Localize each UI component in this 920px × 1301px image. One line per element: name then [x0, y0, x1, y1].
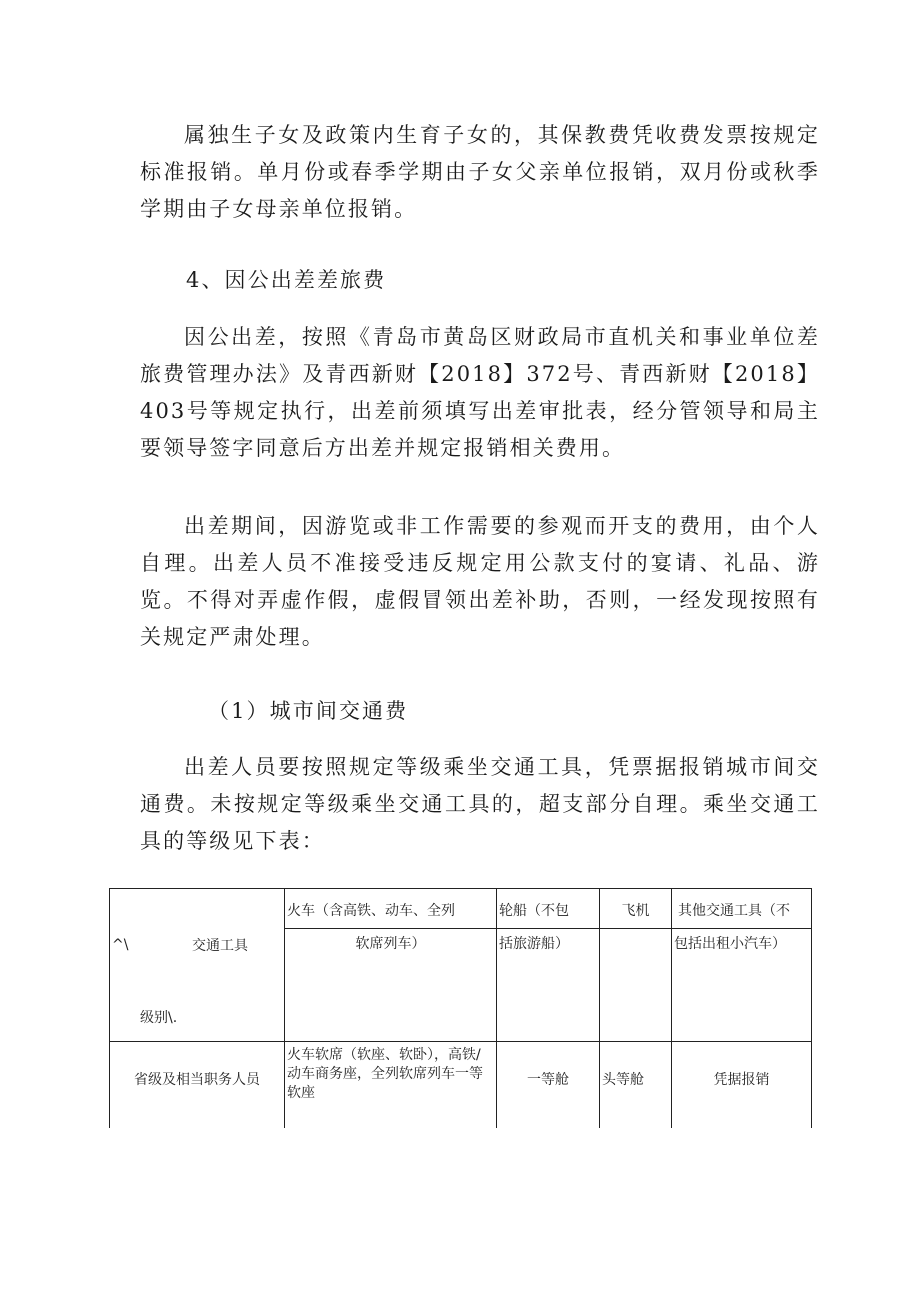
table-corner-header-level: 级别\.: [140, 1010, 178, 1026]
table-header-ship-line2: 括旅游船）: [497, 929, 600, 1042]
paragraph-travel-discipline: 出差期间，因游览或非工作需要的参观而开支的费用，由个人自理。出差人员不准接受违反规定用公款支付的宴请、礼品、游览。不得对弄虚作假，虚假冒领出差补助，否则，一经发现按照有关规定严肃处理。: [140, 514, 820, 649]
table-cell-other: 凭据报销: [672, 1042, 812, 1128]
table-header-plane: 飞机: [600, 889, 672, 929]
table-header-train-line2: 软席列车）: [285, 929, 497, 1042]
table-cell-train: 火车软席（软座、软卧），高铁/动车商务座，全列软席列车一等软座: [285, 1042, 497, 1128]
table-header-row-1: [110, 889, 812, 929]
table-header-other-line1: 其他交通工具（不: [672, 889, 812, 929]
paragraph-intercity-transport: 出差人员要按照规定等级乘坐交通工具，凭票据报销城市间交通费。未按规定等级乘坐交通工具的，超支部分自理。乘坐交通工具的等级见下表：: [140, 755, 820, 853]
table-cell-ship: 一等舱: [497, 1042, 600, 1128]
table-header-plane-blank: [600, 929, 672, 1042]
table-cell-plane: 头等舱: [600, 1042, 672, 1128]
table-corner-cell: [110, 889, 285, 1042]
table-corner-header-vehicle: 交通工具: [192, 938, 248, 954]
transport-grade-table: [109, 888, 812, 1128]
section-heading-travel-expenses: 4、因公出差差旅费: [186, 268, 387, 292]
paragraph-child-education-fee: 属独生子女及政策内生育子女的，其保教费凭收费发票按规定标准报销。单月份或春季学期由子女父亲单位报销，双月份或秋季学期由子女母亲单位报销。: [140, 123, 820, 221]
table-row: [110, 1042, 812, 1128]
paragraph-travel-policy: 因公出差，按照《青岛市黄岛区财政局市直机关和事业单位差旅费管理办法》及青西新财【2018】372号、青西新财【2018】403号等规定执行，出差前须填写出差审批表，经分管领导和局主要领导签字同意后方出差并规定报销相关费用。: [140, 325, 820, 460]
subsection-heading-intercity-transport: （1）城市间交通费: [208, 699, 409, 723]
table-corner-mark: ^\: [112, 937, 129, 953]
table-header-other-line2: 包括出租小汽车）: [672, 929, 812, 1042]
table-cell-level: 省级及相当职务人员: [110, 1042, 285, 1128]
table-header-ship-line1: 轮船（不包: [497, 889, 600, 929]
table-header-train-line1: 火车（含高铁、动车、全列: [285, 889, 497, 929]
